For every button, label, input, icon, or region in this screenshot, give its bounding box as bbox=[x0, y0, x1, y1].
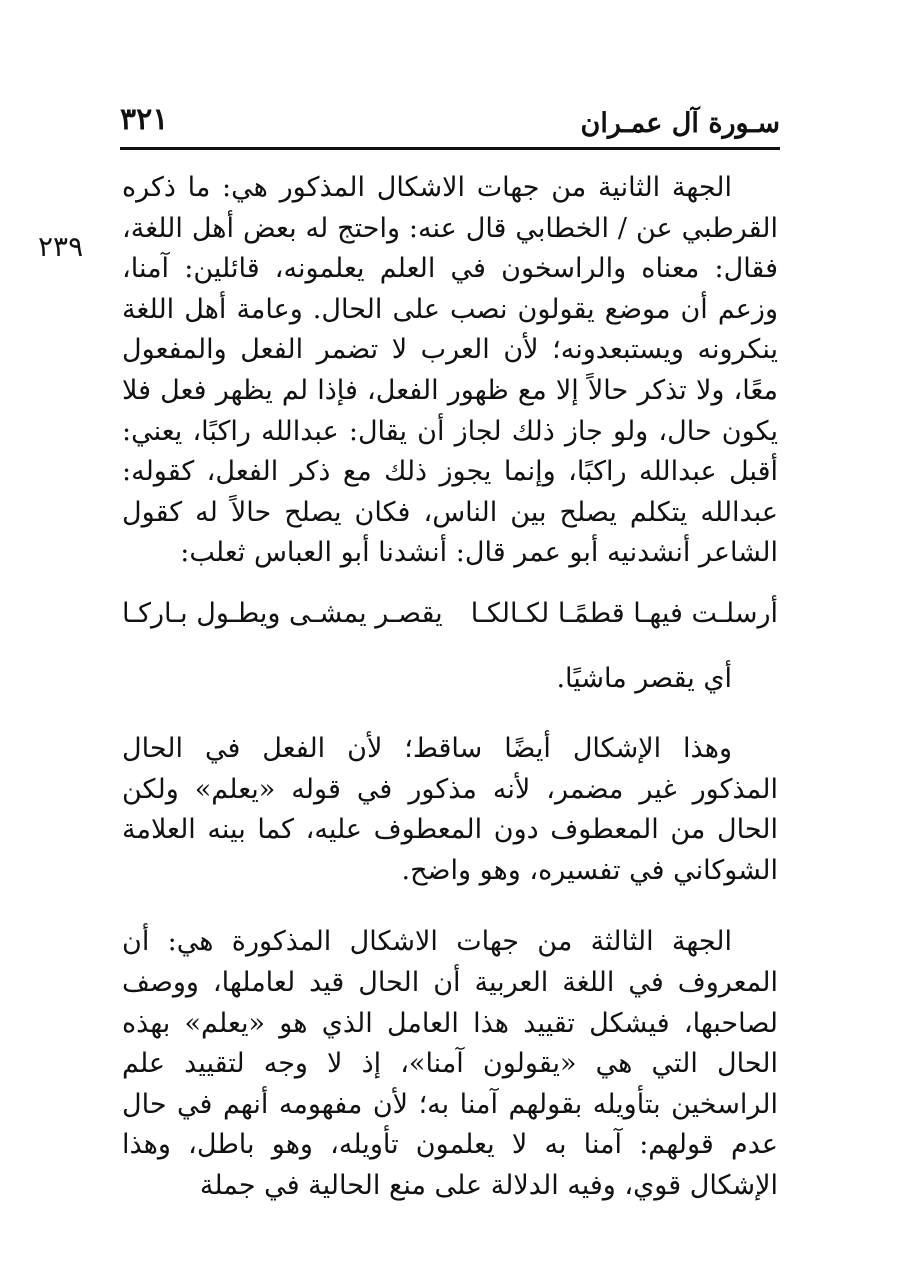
header-rule bbox=[120, 147, 780, 150]
page-body bbox=[122, 168, 778, 1206]
paragraph-rebuttal: وهذا الإشكال أيضًا ساقط؛ لأن الفعل في الحال المذكور غير مضمر، لأنه مذكور في قوله «يعلم» ولكن الحال من المعطوف دون المعطوف عليه، كما بينه العلامة الشوكاني في تفسيره، وهو واضح. bbox=[122, 732, 778, 886]
margin-page-reference: ٢٣٩ bbox=[38, 230, 84, 263]
page-header bbox=[120, 102, 780, 146]
surah-title: سـورة آل عمـران bbox=[580, 108, 780, 139]
paragraph-third-aspect: الجهة الثالثة من جهات الاشكال المذكورة هي: أن المعروف في اللغة العربية أن الحال قيد لعاملها، ووصف لصاحبها، فيشكل تقييد هذا العامل الذي هو «يعلم» بهذه الحال التي هي «يقولون آمنا»، إذ لا وجه لتقييد علم الراسخين بتأويله بقولهم آمنا به؛ لأن مفهومه أنهم في حال عدم قولهم: آمنا به لا يعلمون تأويله، وهو باطل، وهذا الإشكال قوي، وفيه الدلالة على منع الحالية في جملة bbox=[122, 926, 778, 1201]
page-number: ٣٢١ bbox=[120, 102, 169, 137]
poetry-verse bbox=[122, 594, 778, 634]
paragraph-second-aspect: الجهة الثانية من جهات الاشكال المذكور هي: ما ذكره القرطبي عن / الخطابي قال عنه: واحتج له بعض أهل اللغة، فقال: معناه والراسخون في العلم يعلمونه، قائلين: آمنا، وزعم أن موضع يقولون نصب على الحال. وعامة أهل اللغة ينكرونه ويستبعدونه؛ لأن العرب لا تضمر الفعل والمفعول معًا، ولا تذكر حالاً إلا مع ظهور الفعل، فإذا لم يظهر فعل فلا يكون حال، ولو جاز ذلك لجاز أن يقال: عبدالله راكبًا، يعني: أقبل عبدالله راكبًا، وإنما يجوز ذلك مع ذكر الفعل، كقوله: عبدالله يتكلم يصلح بين الناس، فكان يصلح حالاً له كقول الشاعر أنشدنيه أبو عمر قال: أنشدنا أبو العباس ثعلب: bbox=[122, 172, 778, 569]
verse-explanation: أي يقصر ماشيًا. bbox=[556, 662, 732, 694]
verse-second-hemistich: يقصـر يمشـى ويطـول بـاركـا bbox=[122, 597, 443, 629]
verse-first-hemistich: أرسلـت فيهـا قطمًـا لكـالكـا bbox=[470, 597, 778, 629]
